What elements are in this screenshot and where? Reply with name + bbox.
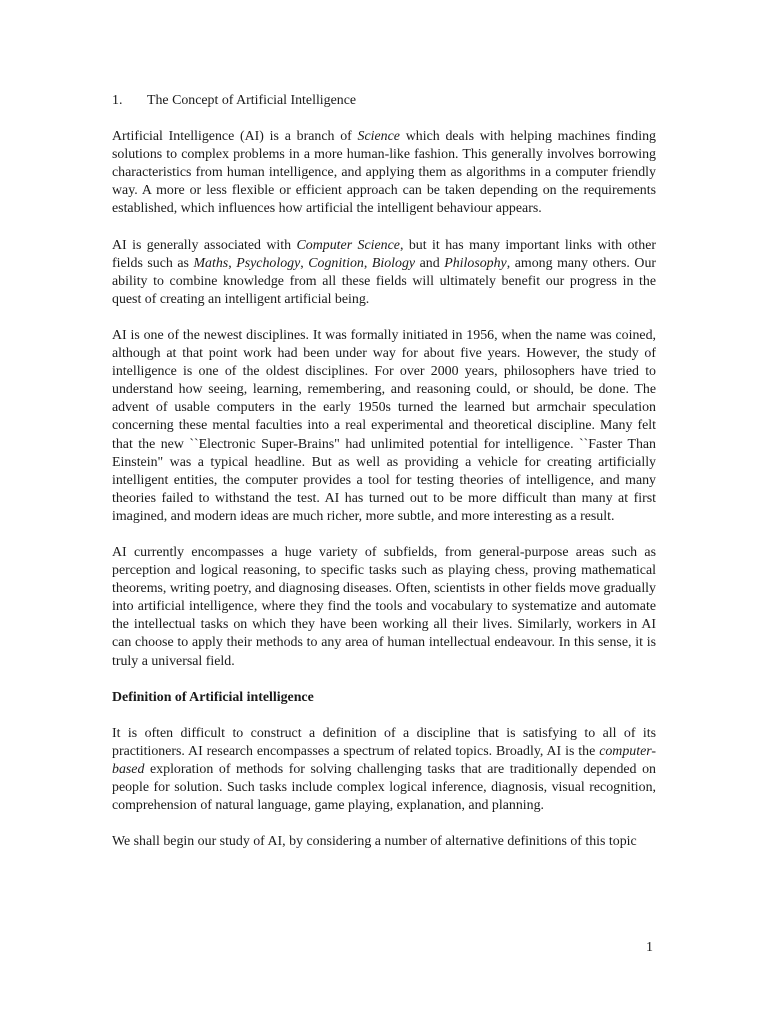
section-heading [112,92,656,110]
paragraph-associations: AI is generally associated with Computer Science, but it has many important links with other fields such as Maths, Psychology, Cognition, Biology and Philosophy, among many others. Our ability to combine knowledge from all these fields will ultimately benefit our progress in the quest of creating an intelligent artificial being. [112,237,657,307]
paragraph-definition: It is often difficult to construct a definition of a discipline that is satisfying to all of its practitioners. AI research encompasses a spectrum of related topics. Broadly, AI is the computer-based exploration of methods for solving challenging tasks that are traditionally depended on people for solution. Such tasks include complex logical inference, diagnosis, visual recognition, comprehension of natural language, game playing, explanation, and planning. [112,725,656,814]
paragraph-intro: Artificial Intelligence (AI) is a branch of Science which deals with helping machines finding solutions to complex problems in a more human-like fashion. This generally involves borrowing characteristics from human intelligence, and applying them as algorithms in a computer friendly way. A more or less flexible or efficient approach can be taken depending on the requirements established, which influences how artificial the intelligent behaviour appears. [112,129,657,217]
section-number: 1. [112,93,123,108]
section-title: The Concept of Artificial Intelligence [147,93,357,108]
document-page [112,92,656,869]
paragraph-study: We shall begin our study of AI, by considering a number of alternative definitions of this topic [112,834,637,850]
paragraph-subfields: AI currently encompasses a huge variety of subfields, from general-purpose areas such as perception and logical reasoning, to specific tasks such as playing chess, proving mathematical theorems, writing poetry, and diagnosing diseases. Often, scientists in other fields move gradually into artificial intelligence, where they find the tools and vocabulary to systematize and automate the intellectual tasks on which they have been working all their lives. Similarly, workers in AI can choose to apply their methods to any area of human intellectual endeavour. In this sense, it is truly a universal field. [112,544,656,669]
paragraph-history: AI is one of the newest disciplines. It was formally initiated in 1956, when the name was coined, although at that point work had been under way for about five years. However, the study of intelligence is one of the oldest disciplines. For over 2000 years, philosophers have tried to understand how seeing, learning, remembering, and reasoning could, or should, be done. The advent of usable computers in the early 1950s turned the learned but armchair speculation concerning these mental faculties into a real experimental and theoretical discipline. Many felt that the new ``Electronic Super-Brains" had unlimited potential for intelligence. ``Faster Than Einstein" was a typical headline. But as well as providing a vehicle for creating artificially intelligent entities, the computer provides a tool for testing theories of intelligence, and many theories failed to withstand the test. AI has turned out to be more difficult than many at first imagined, and modern ideas are much richer, more subtle, and more interesting as a result. [112,327,656,524]
page-number: 1 [646,940,653,955]
definition-heading: Definition of Artificial intelligence [112,689,314,705]
